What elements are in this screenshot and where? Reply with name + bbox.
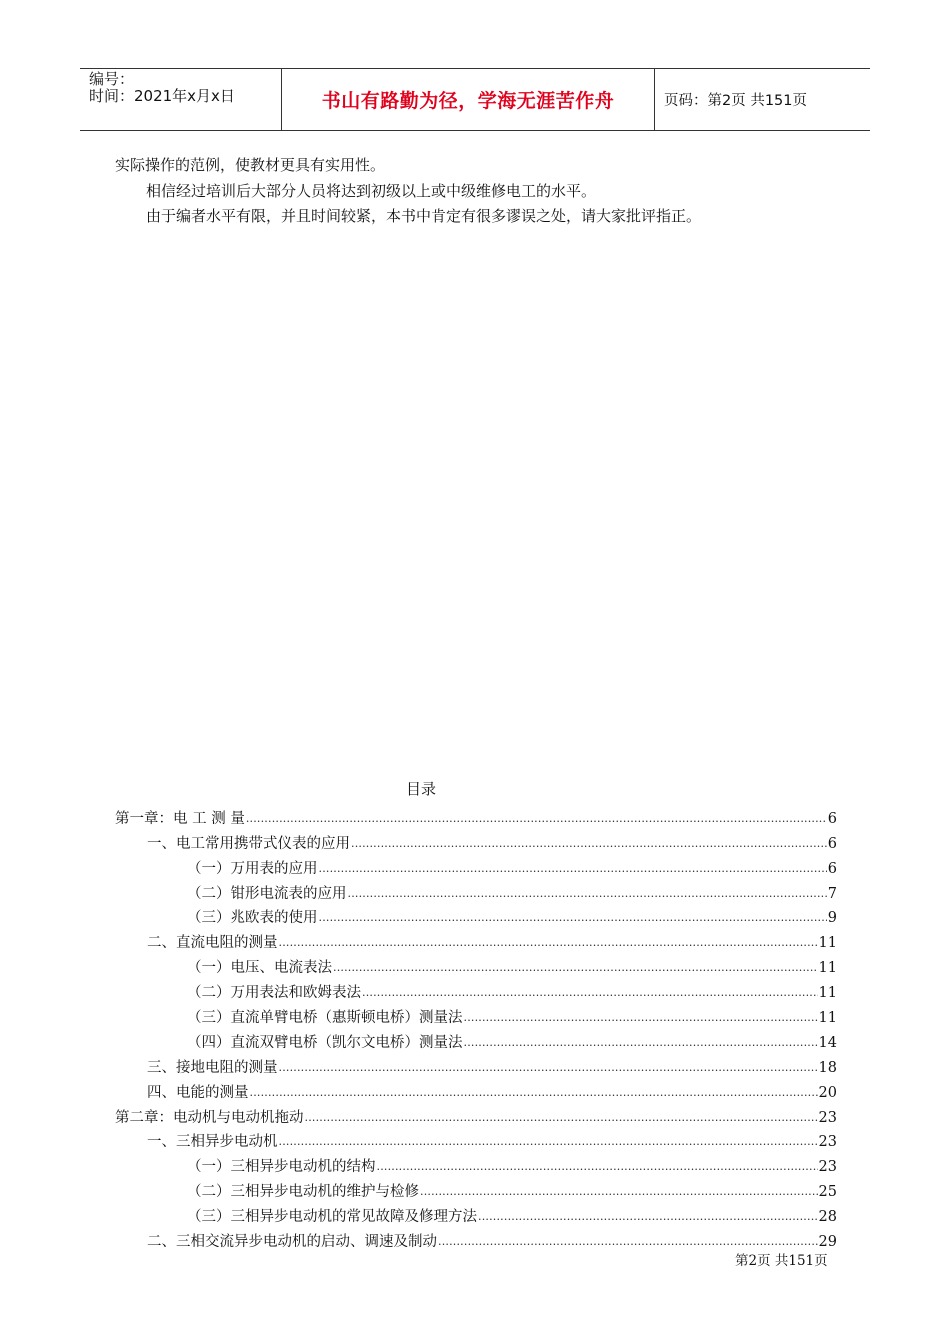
toc-entry-page: 28	[818, 1209, 837, 1226]
toc-entry-title: 二、三相交流异步电动机的启动、调速及制动	[147, 1234, 437, 1251]
toc-entry-title: （二）钳形电流表的应用	[187, 885, 347, 902]
paragraph: 由于编者水平有限，并且时间较紧，本书中肯定有很多谬误之处，请大家批评指正。	[146, 207, 702, 225]
toc-entry-title: 第二章：电动机与电动机拖动	[115, 1109, 304, 1126]
toc-entry-page: 7	[827, 885, 837, 902]
toc-entry-page: 23	[818, 1134, 837, 1151]
toc-leader-dots	[250, 1084, 818, 1102]
toc-entry-page: 14	[818, 1034, 837, 1051]
toc-entry-title: （三）直流单臂电桥（惠斯顿电桥）测量法	[187, 1010, 463, 1027]
paragraph: 相信经过培训后大部分人员将达到初级以上或中级维修电工的水平。	[146, 182, 597, 200]
toc-entry-title: （一）电压、电流表法	[187, 960, 332, 977]
toc-entry[interactable]	[115, 1176, 837, 1201]
header-page-info: 页码：第2页 共151页	[664, 93, 808, 109]
toc-entry-title: 一、三相异步电动机	[147, 1134, 278, 1151]
toc-entry[interactable]	[115, 828, 837, 853]
toc-entry[interactable]	[115, 1102, 837, 1127]
toc-leader-dots	[246, 810, 827, 828]
number-label: 编号：	[89, 70, 135, 88]
toc-entry[interactable]	[115, 1002, 837, 1027]
date-label: 时间：2021年x月x日	[89, 87, 235, 105]
toc-leader-dots	[305, 1109, 818, 1127]
toc-entry-page: 6	[827, 860, 837, 877]
motto-text: 书山有路勤为径，学海无涯苦作舟	[321, 90, 615, 112]
toc-leader-dots	[377, 1158, 818, 1176]
toc-entry-page: 23	[818, 1109, 837, 1126]
toc-entry-page: 11	[818, 935, 837, 952]
document-header	[80, 68, 870, 131]
toc-leader-dots	[279, 934, 818, 952]
header-meta-cell	[80, 69, 282, 130]
toc-entry-title: 二、直流电阻的测量	[147, 935, 278, 952]
toc-entry-page: 20	[818, 1084, 837, 1101]
toc-entry-page: 23	[818, 1159, 837, 1176]
toc-leader-dots	[319, 909, 827, 927]
toc-leader-dots	[362, 984, 818, 1002]
toc-entry[interactable]	[115, 1226, 837, 1251]
toc-entry[interactable]	[115, 952, 837, 977]
toc-entry[interactable]	[115, 1127, 837, 1152]
toc-title: 目录	[405, 780, 436, 798]
toc-entry[interactable]	[115, 977, 837, 1002]
toc-entry-page: 11	[818, 985, 837, 1002]
toc-entry-title: （四）直流双臂电桥（凯尔文电桥）测量法	[187, 1034, 463, 1051]
toc-entry-title: （一）万用表的应用	[187, 860, 318, 877]
toc-entry-page: 11	[818, 1010, 837, 1027]
toc-entry-page: 11	[818, 960, 837, 977]
toc-entry[interactable]	[115, 853, 837, 878]
toc-entry-title: （二）万用表法和欧姆表法	[187, 985, 361, 1002]
toc-entry-title: 一、电工常用携带式仪表的应用	[147, 835, 350, 852]
toc-entry-page: 6	[827, 810, 837, 827]
toc-entry-title: 四、电能的测量	[147, 1084, 249, 1101]
header-motto-cell	[282, 69, 655, 130]
toc-leader-dots	[464, 1034, 818, 1052]
toc-entry[interactable]	[115, 1052, 837, 1077]
toc-entry[interactable]	[115, 1201, 837, 1226]
toc-entry-title: （三）兆欧表的使用	[187, 910, 318, 927]
toc-leader-dots	[478, 1208, 818, 1226]
table-of-contents	[115, 803, 837, 1251]
toc-leader-dots	[464, 1009, 818, 1027]
toc-entry-page: 29	[818, 1234, 837, 1251]
toc-entry[interactable]	[115, 1151, 837, 1176]
header-page-cell	[655, 69, 870, 130]
toc-entry[interactable]	[115, 927, 837, 952]
toc-entry-title: 三、接地电阻的测量	[147, 1059, 278, 1076]
toc-entry-title: （三）三相异步电动机的常见故障及修理方法	[187, 1209, 477, 1226]
page-footer: 第2页 共151页	[735, 1253, 828, 1269]
toc-entry-page: 6	[827, 835, 837, 852]
toc-entry[interactable]	[115, 1077, 837, 1102]
toc-leader-dots	[351, 835, 827, 853]
toc-leader-dots	[319, 860, 827, 878]
toc-entry-page: 9	[827, 910, 837, 927]
toc-leader-dots	[348, 885, 827, 903]
toc-entry-page: 18	[818, 1059, 837, 1076]
toc-leader-dots	[333, 959, 818, 977]
toc-leader-dots	[279, 1133, 818, 1151]
toc-entry[interactable]	[115, 803, 837, 828]
toc-leader-dots	[420, 1183, 818, 1201]
toc-leader-dots	[279, 1059, 818, 1077]
toc-entry-title: 第一章：电 工 测 量	[115, 810, 245, 827]
toc-entry-title: （一）三相异步电动机的结构	[187, 1159, 376, 1176]
toc-entry[interactable]	[115, 903, 837, 928]
toc-entry-title: （二）三相异步电动机的维护与检修	[187, 1184, 419, 1201]
toc-entry[interactable]	[115, 1027, 837, 1052]
toc-entry-page: 25	[818, 1184, 837, 1201]
paragraph: 实际操作的范例，使教材更具有实用性。	[115, 156, 386, 174]
toc-entry[interactable]	[115, 878, 837, 903]
